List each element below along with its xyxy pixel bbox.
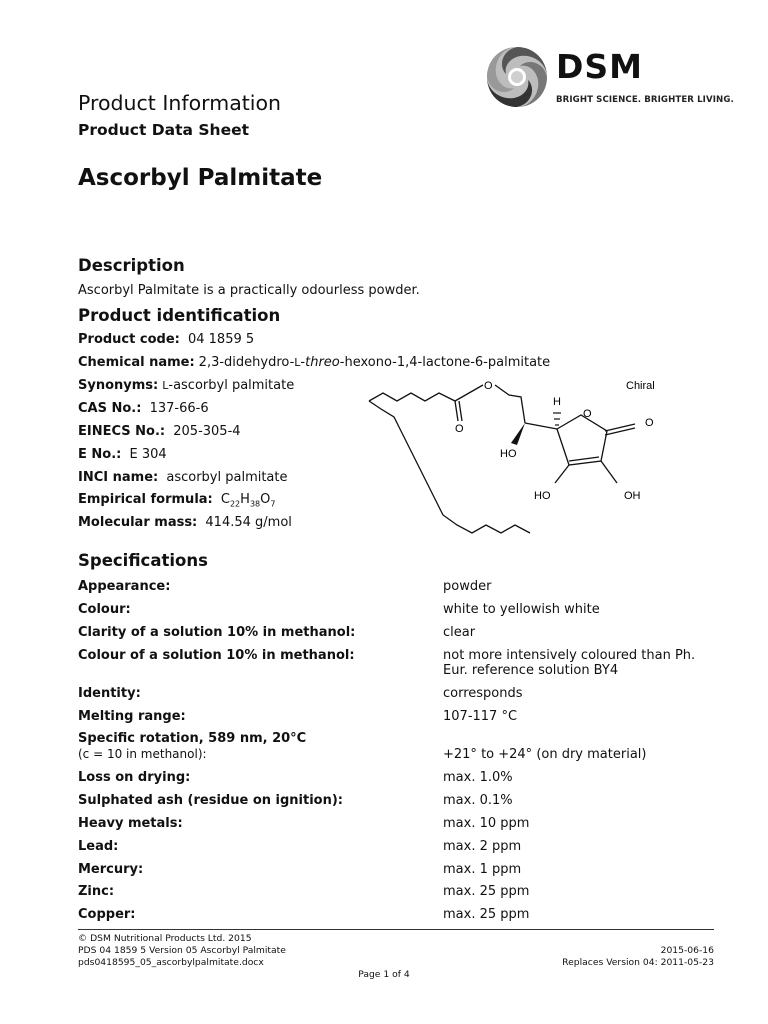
inci-row (78, 470, 288, 485)
e-number-row (78, 447, 167, 462)
spec-label: Clarity of a solution 10% in methanol: (78, 625, 356, 640)
logo-tagline: BRIGHT SCIENCE. BRIGHTER LIVING. (556, 95, 734, 105)
structure-diagram (355, 373, 675, 553)
spec-label: Colour of a solution 10% in methanol: (78, 648, 355, 663)
description-text: Ascorbyl Palmitate is a practically odourless powder. (78, 283, 420, 298)
chemical-name-row (78, 355, 550, 370)
cas-row (78, 401, 209, 416)
chemical-structure (355, 373, 675, 557)
description-heading: Description (78, 256, 185, 275)
spec-value: max. 10 ppm (443, 816, 530, 831)
footer-filename: pds0418595_05_ascorbylpalmitate.docx (78, 957, 264, 968)
spec-value: max. 0.1% (443, 793, 513, 808)
atom-o-ring: O (583, 408, 592, 420)
chemical-name-italic: threo (305, 355, 340, 370)
page-title: Ascorbyl Palmitate (78, 165, 323, 191)
inci-value: ascorbyl palmitate (166, 470, 288, 485)
mass-label: Molecular mass: (78, 515, 198, 530)
e-number-value: E 304 (129, 447, 167, 462)
synonyms-value: -ascorbyl palmitate (168, 378, 295, 393)
spec-value: max. 1.0% (443, 770, 513, 785)
spec-value: max. 25 ppm (443, 884, 530, 899)
footer-divider (78, 929, 714, 930)
spec-label: Zinc: (78, 884, 115, 899)
spec-label: Specific rotation, 589 nm, 20°C (78, 731, 307, 746)
spec-value: max. 2 ppm (443, 839, 522, 854)
spec-label: Copper: (78, 907, 136, 922)
spec-value-continued: Eur. reference solution BY4 (443, 663, 619, 678)
e-number-label: E No.: (78, 447, 122, 462)
spec-label: Colour: (78, 602, 131, 617)
atom-h: H (553, 396, 561, 408)
group-oh-right: OH (624, 490, 641, 502)
footer-date: 2015-06-16 (660, 945, 714, 956)
atom-o-lactone: O (645, 417, 654, 429)
atom-o-ester: O (484, 380, 493, 392)
spec-value: not more intensively coloured than Ph. (443, 648, 696, 663)
chemical-name-l: L (294, 356, 301, 369)
chiral-label: Chiral (626, 380, 655, 392)
spec-label: Loss on drying: (78, 770, 191, 785)
synonyms-label: Synonyms: (78, 378, 159, 393)
cas-label: CAS No.: (78, 401, 142, 416)
chemical-name-label: Chemical name: (78, 355, 195, 370)
cas-value: 137-66-6 (149, 401, 209, 416)
doc-type: Product Data Sheet (78, 121, 249, 139)
dsm-logo-icon (484, 42, 550, 112)
spec-label: Melting range: (78, 709, 186, 724)
page-number: Page 1 of 4 (358, 969, 410, 980)
spec-sublabel: (c = 10 in methanol): (78, 747, 207, 761)
product-code-value: 04 1859 5 (187, 332, 255, 347)
dsm-logo (484, 42, 734, 112)
spec-label: Lead: (78, 839, 119, 854)
spec-label: Heavy metals: (78, 816, 183, 831)
einecs-value: 205-305-4 (173, 424, 241, 439)
footer-replaces: Replaces Version 04: 2011-05-23 (562, 957, 714, 968)
spec-label: Appearance: (78, 579, 171, 594)
chemical-name-suffix: -hexono-1,4-lactone-6-palmitate (339, 355, 551, 370)
spec-value: powder (443, 579, 492, 594)
product-code-row (78, 332, 254, 347)
synonyms-row (78, 378, 294, 393)
chemical-name-prefix: 2,3-didehydro- (198, 355, 295, 370)
spec-value: corresponds (443, 686, 523, 701)
spec-value: 107-117 °C (443, 709, 518, 724)
mass-value: 414.54 g/mol (205, 515, 292, 530)
synonyms-l: L (162, 379, 169, 392)
group-ho-side: HO (500, 448, 517, 460)
einecs-label: EINECS No.: (78, 424, 166, 439)
spec-value: white to yellowish white (443, 602, 600, 617)
einecs-row (78, 424, 241, 439)
spec-value: max. 1 ppm (443, 862, 522, 877)
product-code-label: Product code: (78, 332, 180, 347)
footer-document-id: PDS 04 1859 5 Version 05 Ascorbyl Palmitate (78, 945, 286, 956)
specifications-heading: Specifications (78, 551, 208, 570)
formula-row (78, 492, 275, 509)
formula-value: $C_{22}H_{38}O_7$ (220, 492, 276, 509)
atom-o-carbonyl: O (455, 423, 464, 435)
identification-heading: Product identification (78, 306, 281, 325)
spec-value: +21° to +24° (on dry material) (443, 747, 647, 762)
logo-wordmark: DSM (556, 47, 643, 86)
mass-row (78, 515, 292, 530)
spec-value: max. 25 ppm (443, 907, 530, 922)
chemical-name-dash: - (300, 355, 306, 370)
spec-label: Sulphated ash (residue on ignition): (78, 793, 344, 808)
spec-label: Mercury: (78, 862, 144, 877)
spec-label: Identity: (78, 686, 141, 701)
inci-label: INCI name: (78, 470, 159, 485)
formula-label: Empirical formula: (78, 492, 213, 507)
group-ho-left: HO (534, 490, 551, 502)
spec-value: clear (443, 625, 476, 640)
footer-copyright: © DSM Nutritional Products Ltd. 2015 (78, 933, 252, 944)
doc-category: Product Information (78, 91, 282, 115)
